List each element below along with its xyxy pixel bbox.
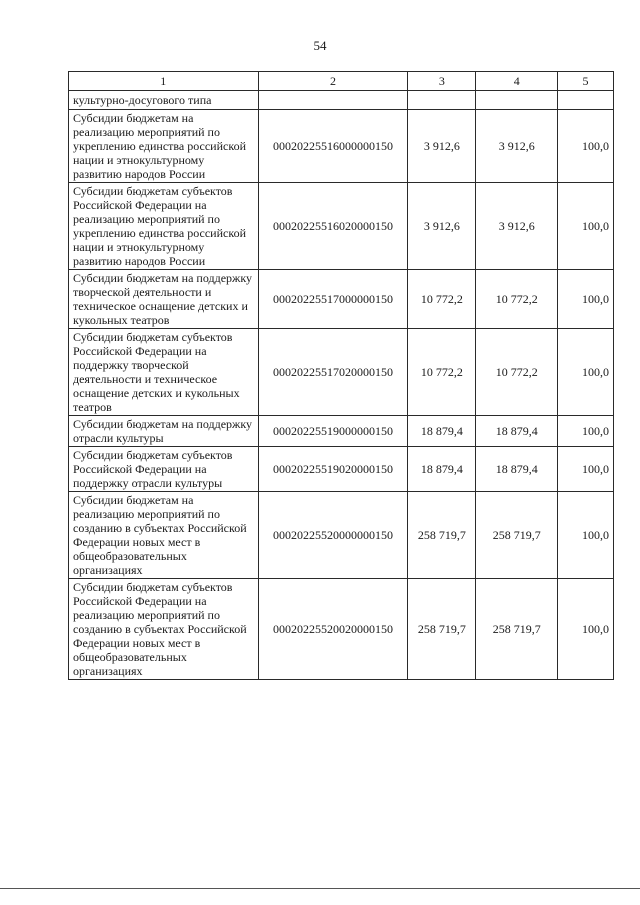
page-bottom-rule [0,888,640,889]
column-header: 2 [258,72,408,91]
execution-percent: 100,0 [558,329,614,416]
budget-code: 00020225519000000150 [258,416,408,447]
continuation-text: культурно-досугового типа [69,91,259,110]
column-header: 4 [476,72,558,91]
executed-amount: 18 879,4 [476,447,558,492]
subsidy-name: Субсидии бюджетам субъектов Российской Федерации на реализацию мероприятий по укреплению единства российской нации и этнокультурному развитию народов России [69,183,259,270]
table-row [69,492,614,579]
planned-amount: 3 912,6 [408,110,476,183]
execution-percent: 100,0 [558,110,614,183]
subsidy-name: Субсидии бюджетам субъектов Российской Федерации на поддержку отрасли культуры [69,447,259,492]
empty-cell [476,91,558,110]
empty-cell [258,91,408,110]
executed-amount: 258 719,7 [476,492,558,579]
executed-amount: 3 912,6 [476,183,558,270]
execution-percent: 100,0 [558,492,614,579]
planned-amount: 3 912,6 [408,183,476,270]
table-row [69,183,614,270]
empty-cell [408,91,476,110]
planned-amount: 18 879,4 [408,416,476,447]
planned-amount: 258 719,7 [408,579,476,680]
executed-amount: 10 772,2 [476,270,558,329]
subsidy-name: Субсидии бюджетам субъектов Российской Федерации на реализацию мероприятий по созданию в субъектах Российской Федерации новых мест в общеобразовательных организациях [69,579,259,680]
subsidy-name: Субсидии бюджетам на поддержку отрасли культуры [69,416,259,447]
budget-code: 00020225520000000150 [258,492,408,579]
executed-amount: 10 772,2 [476,329,558,416]
executed-amount: 258 719,7 [476,579,558,680]
budget-code: 00020225516020000150 [258,183,408,270]
executed-amount: 3 912,6 [476,110,558,183]
column-header: 5 [558,72,614,91]
continuation-row [69,91,614,110]
execution-percent: 100,0 [558,416,614,447]
column-header: 3 [408,72,476,91]
subsidy-name: Субсидии бюджетам на реализацию мероприятий по укреплению единства российской нации и этнокультурному развитию народов России [69,110,259,183]
table-row [69,416,614,447]
executed-amount: 18 879,4 [476,416,558,447]
table-row [69,329,614,416]
execution-percent: 100,0 [558,270,614,329]
empty-cell [558,91,614,110]
table-row [69,579,614,680]
planned-amount: 258 719,7 [408,492,476,579]
column-header: 1 [69,72,259,91]
header-row [69,72,614,91]
budget-code: 00020225517020000150 [258,329,408,416]
budget-code: 00020225517000000150 [258,270,408,329]
execution-percent: 100,0 [558,447,614,492]
budget-code: 00020225520020000150 [258,579,408,680]
subsidy-name: Субсидии бюджетам на реализацию мероприятий по созданию в субъектах Российской Федерации новых мест в общеобразовательных организациях [69,492,259,579]
planned-amount: 10 772,2 [408,270,476,329]
planned-amount: 18 879,4 [408,447,476,492]
budget-code: 00020225516000000150 [258,110,408,183]
table-row [69,270,614,329]
execution-percent: 100,0 [558,183,614,270]
subsidy-name: Субсидии бюджетам на поддержку творческой деятельности и техническое оснащение детских и кукольных театров [69,270,259,329]
table-row [69,447,614,492]
execution-percent: 100,0 [558,579,614,680]
budget-code: 00020225519020000150 [258,447,408,492]
planned-amount: 10 772,2 [408,329,476,416]
budget-table [68,71,614,680]
table-row [69,110,614,183]
page-number: 54 [313,38,327,53]
subsidy-name: Субсидии бюджетам субъектов Российской Федерации на поддержку творческой деятельности и техническое оснащение детских и кукольных театров [69,329,259,416]
